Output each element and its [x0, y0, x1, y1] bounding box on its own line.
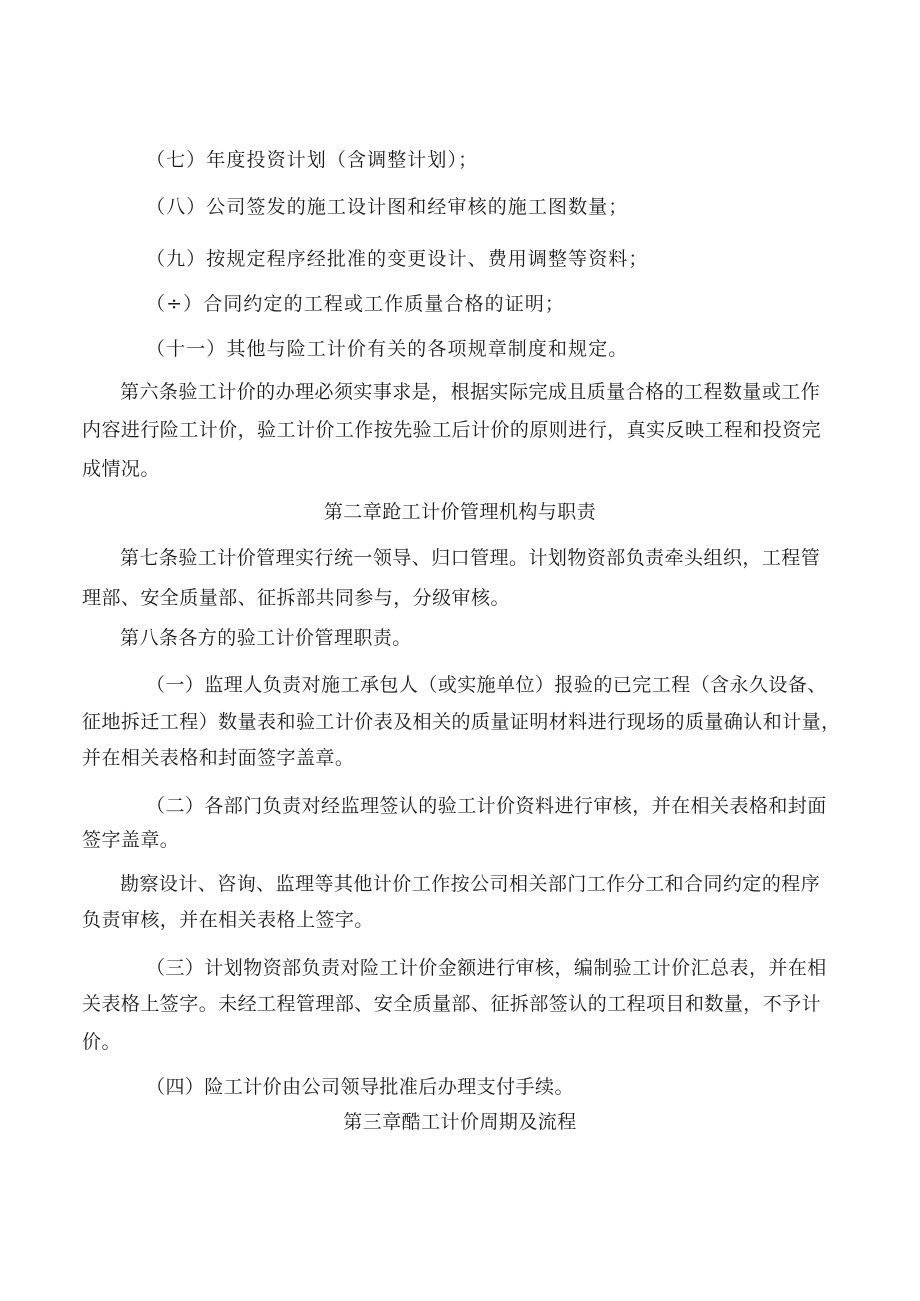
duty-3-line-2: 关表格上签字。未经工程管理部、安全质量部、征拆部签认的工程项目和数量，不予计	[82, 993, 822, 1015]
article-6-line-3: 成情况。	[82, 458, 160, 480]
duty-1-line-1: （一）监理人负责对施工承包人（或实施单位）报验的已完工程（含永久设备、	[146, 674, 827, 696]
list-item-7: （七）年度投资计划（含调整计划）；	[146, 149, 479, 171]
article-7-line-2: 理部、安全质量部、征拆部共同参与，分级审核。	[82, 587, 510, 609]
duty-3-line-3: 价。	[82, 1031, 121, 1053]
list-item-10: （÷）合同约定的工程或工作质量合格的证明；	[146, 293, 566, 315]
duty-3-line-1: （三）计划物资部负责对险工计价金额进行审核，编制验工计价汇总表，并在相	[146, 957, 827, 979]
article-6-line-1: 第六条验工计价的办理必须实事求是，根据实际完成且质量合格的工程数量或工作	[120, 381, 821, 403]
article-7-line-1: 第七条验工计价管理实行统一领导、归口管理。计划物资部负责牵头组织，工程管	[120, 547, 821, 569]
survey-paragraph-line-1: 勘察设计、咨询、监理等其他计价工作按公司相关部门工作分工和合同约定的程序	[120, 873, 821, 895]
article-8-heading: 第八条各方的验工计价管理职责。	[120, 627, 412, 649]
duty-4-line-1: （四）险工计价由公司领导批准后办理支付手续。	[146, 1076, 574, 1098]
list-item-8: （八）公司签发的施工设计图和经审核的施工图数量；	[146, 196, 629, 218]
chapter-2-heading: 第二章跄工计价管理机构与职责	[323, 501, 597, 523]
duty-1-line-2: 征地拆迁工程）数量表和验工计价表及相关的质量证明材料进行现场的质量确认和计量，	[82, 711, 841, 733]
duty-1-line-3: 并在相关表格和封面签字盖章。	[82, 747, 355, 769]
survey-paragraph-line-2: 负责审核，并在相关表格上签字。	[82, 909, 374, 931]
chapter-3-heading: 第三章酷工计价周期及流程	[343, 1111, 577, 1133]
list-item-9: （九）按规定程序经批准的变更设计、费用调整等资料；	[146, 248, 649, 270]
duty-2-line-2: 签字盖章。	[82, 829, 180, 851]
list-item-11: （十一）其他与险工计价有关的各项规章制度和规定。	[146, 338, 629, 360]
duty-2-line-1: （二）各部门负责对经监理签认的验工计价资料进行审核，并在相关表格和封面	[146, 795, 827, 817]
article-6-line-2: 内容进行险工计价，验工计价工作按先验工后计价的原则进行，真实反映工程和投资完	[82, 419, 822, 441]
